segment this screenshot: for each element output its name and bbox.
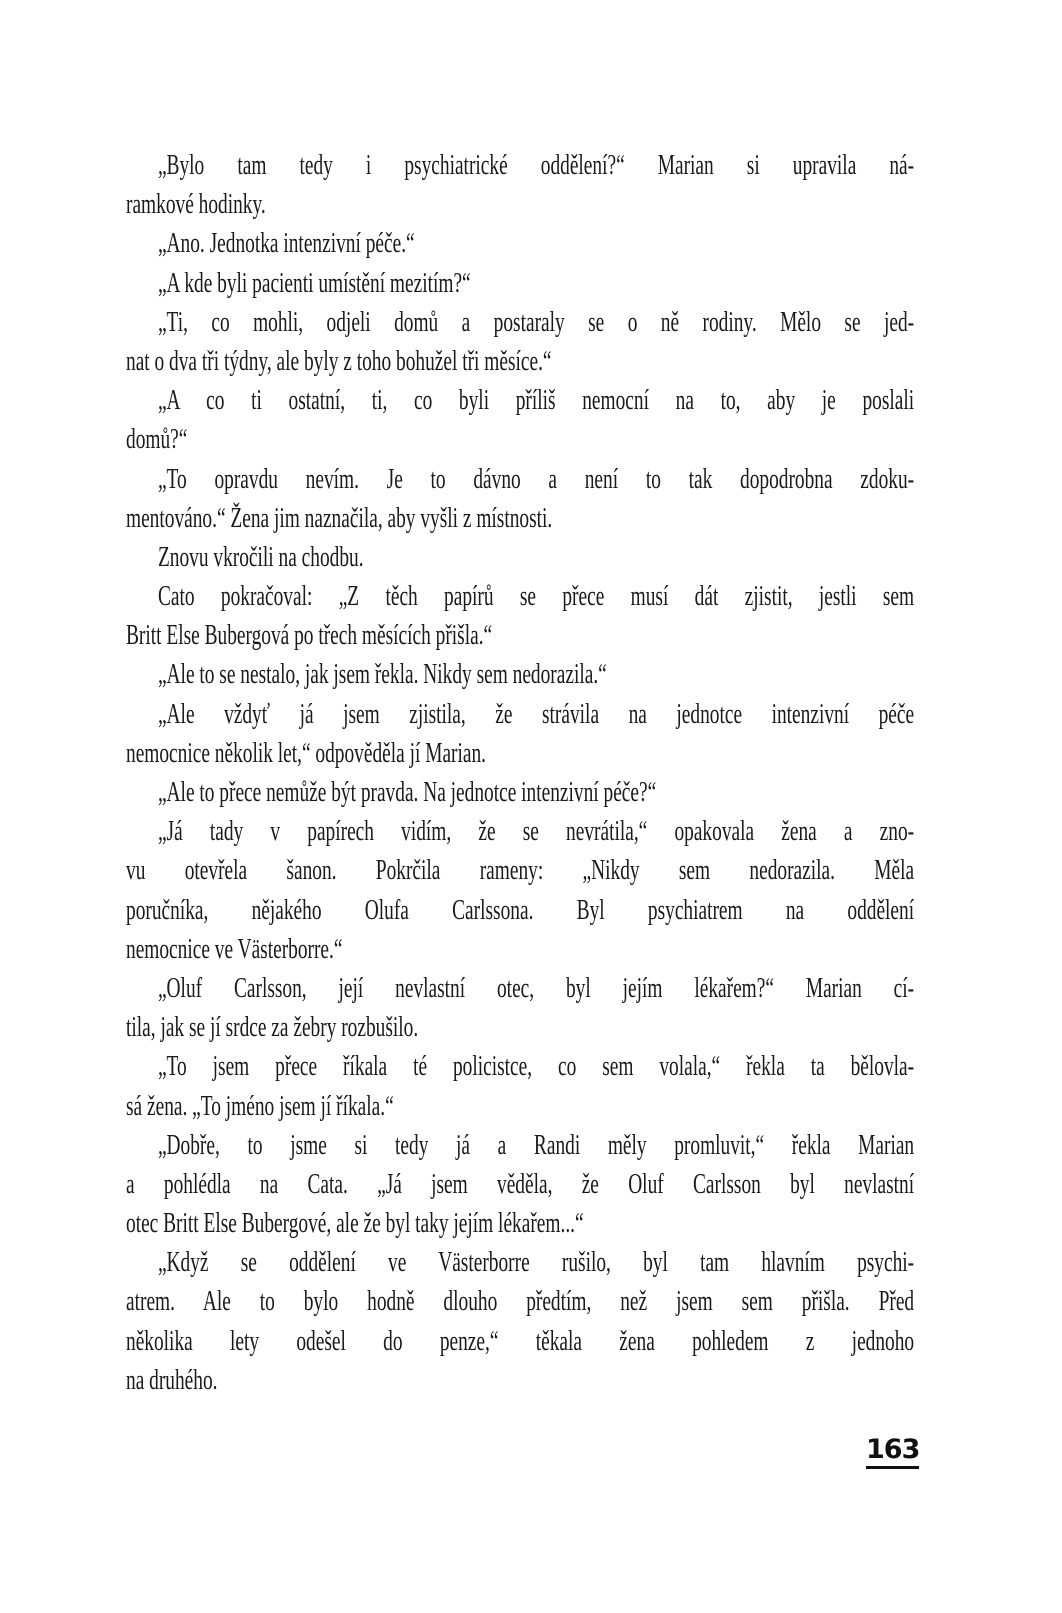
- text-line: na druhého.: [126, 1364, 218, 1396]
- text-line: nat o dva tři týdny, ale byly z toho bohužel tři měsíce.“: [126, 345, 552, 377]
- paragraph: [126, 1047, 914, 1125]
- paragraph: [126, 695, 914, 773]
- text-line: „Bylo tam tedy i psychiatrické oddělení?“ Marian si upravila ná-: [157, 150, 915, 181]
- text-line: „Ti, co mohli, odjeli domů a postaraly se o ně rodiny. Mělo se jed-: [157, 306, 915, 338]
- text-line: „Já tady v papírech vidím, že se nevrátila,“ opakovala žena a zno-: [157, 816, 915, 848]
- paragraph: [126, 381, 914, 459]
- text-line: poručníka, nějakého Olufa Carlssona. Byl psychiatrem na oddělení: [126, 894, 915, 926]
- text-line: „To opravdu nevím. Je to dávno a není to tak dopodrobna zdoku-: [157, 463, 915, 495]
- text-line: domů?“: [126, 424, 188, 456]
- paragraph: [126, 460, 914, 538]
- text-line: nemocnice ve Västerborre.“: [126, 933, 343, 965]
- text-line: Znovu vkročili na chodbu.: [157, 541, 364, 573]
- text-line: „A co ti ostatní, ti, co byli příliš nemocní na to, aby je poslali: [157, 385, 915, 417]
- text-line: „Ale to se nestalo, jak jsem řekla. Nikdy sem nedorazila.“: [157, 659, 607, 691]
- text-line: „Když se oddělení ve Västerborre rušilo, byl tam hlavním psychi-: [157, 1247, 915, 1279]
- paragraph: [126, 1126, 914, 1244]
- text-line: ramkové hodinky.: [126, 189, 266, 221]
- text-line: otec Britt Else Bubergové, ale že byl taky jejím lékařem...“: [126, 1208, 584, 1240]
- text-line: Cato pokračoval: „Z těch papírů se přece musí dát zjistit, jestli sem: [157, 581, 915, 613]
- paragraph: [126, 773, 914, 812]
- paragraph: [126, 224, 914, 263]
- paragraph: [126, 969, 914, 1047]
- text-line: a pohlédla na Cata. „Já jsem věděla, že Oluf Carlsson byl nevlastní: [126, 1168, 915, 1200]
- text-line: „Ale to přece nemůže být pravda. Na jednotce intenzivní péče?“: [157, 777, 657, 808]
- text-line: několika lety odešel do penze,“ těkala žena pohledem z jednoho: [126, 1325, 915, 1357]
- text-line: mentováno.“ Žena jim naznačila, aby vyšli z místnosti.: [126, 502, 553, 534]
- text-line: „Oluf Carlsson, její nevlastní otec, byl jejím lékařem?“ Marian cí-: [157, 972, 915, 1004]
- text-line: vu otevřela šanon. Pokrčila rameny: „Nikdy sem nedorazila. Měla: [126, 855, 915, 887]
- paragraph: [126, 812, 914, 969]
- text-line: „A kde byli pacienti umístění mezitím?“: [157, 267, 471, 299]
- text-line: atrem. Ale to bylo hodně dlouho předtím, než jsem sem přišla. Před: [126, 1286, 915, 1318]
- paragraph: [126, 264, 914, 303]
- paragraph: [126, 146, 914, 224]
- paragraph: [126, 538, 914, 577]
- text-line: „Ano. Jednotka intenzivní péče.“: [157, 228, 415, 260]
- text-line: tila, jak se jí srdce za žebry rozbušilo.: [126, 1012, 419, 1044]
- text-line: sá žena. „To jméno jsem jí říkala.“: [126, 1090, 394, 1122]
- text-line: Britt Else Bubergová po třech měsících přišla.“: [126, 620, 493, 652]
- paragraph: [126, 655, 914, 694]
- paragraph: [126, 303, 914, 381]
- text-line: nemocnice několik let,“ odpověděla jí Marian.: [126, 737, 487, 769]
- body-text: [126, 146, 914, 1400]
- text-line: „Ale vždyť já jsem zjistila, že strávila na jednotce intenzivní péče: [157, 698, 915, 730]
- text-line: „Dobře, to jsme si tedy já a Randi měly promluvit,“ řekla Marian: [157, 1129, 915, 1161]
- paragraph: [126, 1243, 914, 1400]
- text-line: „To jsem přece říkala té policistce, co sem volala,“ řekla ta bělovla-: [157, 1051, 915, 1083]
- paragraph: [126, 577, 914, 655]
- page-number: 163: [866, 1434, 919, 1469]
